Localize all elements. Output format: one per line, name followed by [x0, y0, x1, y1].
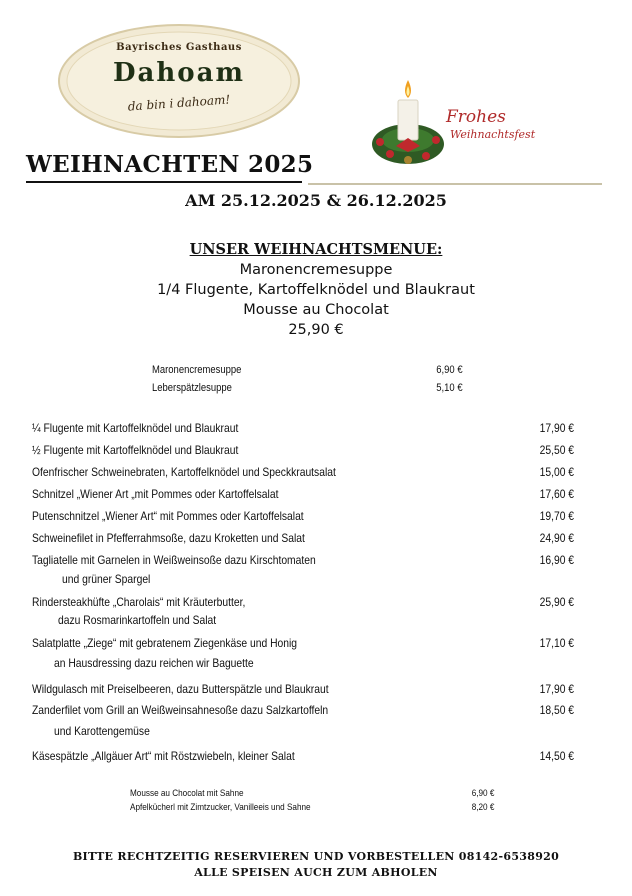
logo-top-line: Bayrisches Gasthaus — [116, 42, 242, 53]
advent-wreath-icon — [368, 74, 452, 170]
dish-name: Salatplatte „Ziege“ mit gebratenem Ziegenkäse und Honig — [32, 636, 298, 650]
dish-price: 17,90 € — [539, 421, 574, 435]
dish-name: ½ Flugente mit Kartoffelknödel und Blaukraut — [32, 443, 239, 457]
dessert-price: 8,20 € — [471, 802, 494, 813]
soup-price: 5,10 € — [436, 382, 463, 394]
dessert-name: Mousse au Chocolat mit Sahne — [130, 788, 244, 799]
dish-name: ¼ Flugente mit Kartoffelknödel und Blaukraut — [32, 421, 239, 435]
dish-name-continued: und grüner Spargel — [62, 572, 151, 586]
dish-name-continued: dazu Rosmarinkartoffeln und Salat — [58, 613, 217, 627]
dish-name-continued: an Hausdressing dazu reichen wir Baguette — [54, 656, 254, 670]
set-menu-course: Maronencremesuppe — [239, 262, 393, 278]
dish-price: 15,00 € — [539, 465, 574, 479]
reservation-note: BITTE RECHTZEITIG RESERVIEREN UND VORBESTELLEN 08142-6538920 — [72, 850, 560, 863]
dish-name: Tagliatelle mit Garnelen in Weißweinsoße dazu Kirschtomaten — [32, 553, 316, 567]
restaurant-logo — [56, 22, 302, 140]
set-menu-price: 25,90 € — [288, 322, 344, 338]
dish-price: 14,50 € — [539, 749, 574, 763]
set-menu-course: Mousse au Chocolat — [243, 302, 389, 318]
dish-name: Schnitzel „Wiener Art „mit Pommes oder Kartoffelsalat — [32, 487, 279, 501]
title-underline — [26, 181, 302, 183]
logo-tagline: da bin i dahoam! — [127, 92, 231, 114]
date-line: AM 25.12.2025 & 26.12.2025 — [185, 191, 447, 210]
dish-name-continued: und Karottengemüse — [54, 724, 150, 738]
dish-name: Zanderfilet vom Grill an Weißweinsahnesoße dazu Salzkartoffeln — [32, 703, 329, 717]
dessert-name: Apfelkücherl mit Zimtzucker, Vanilleeis und Sahne — [130, 802, 311, 813]
soup-name: Leberspätzlesuppe — [152, 382, 232, 394]
dish-price: 17,60 € — [539, 487, 574, 501]
dish-price: 17,10 € — [539, 636, 574, 650]
dish-price: 19,70 € — [539, 509, 574, 523]
dish-name: Käsespätzle „Allgäuer Art“ mit Röstzwiebeln, kleiner Salat — [32, 749, 295, 763]
dish-name: Putenschnitzel „Wiener Art“ mit Pommes oder Kartoffelsalat — [32, 509, 304, 523]
dish-name: Schweinefilet in Pfefferrahmsoße, dazu Kroketten und Salat — [32, 531, 305, 545]
christmas-greeting — [446, 108, 535, 144]
soup-name: Maronencremesuppe — [152, 364, 242, 376]
dish-price: 18,50 € — [539, 703, 574, 717]
page-title: WEIHNACHTEN 2025 — [26, 151, 314, 178]
soup-price: 6,90 € — [436, 364, 463, 376]
dish-price: 25,50 € — [539, 443, 574, 457]
greeting-line-1: Frohes — [446, 107, 506, 127]
dish-price: 16,90 € — [539, 553, 574, 567]
takeaway-note: ALLE SPEISEN AUCH ZUM ABHOLEN — [194, 866, 438, 879]
dish-price: 24,90 € — [539, 531, 574, 545]
dish-name: Ofenfrischer Schweinebraten, Kartoffelknödel und Speckkrautsalat — [32, 465, 336, 479]
dish-price: 17,90 € — [539, 682, 574, 696]
dish-price: 25,90 € — [539, 595, 574, 609]
set-menu-course: 1/4 Flugente, Kartoffelknödel und Blaukraut — [157, 282, 475, 298]
dish-name: Rindersteakhüfte „Charolais“ mit Kräuterbutter, — [32, 595, 246, 609]
dessert-price: 6,90 € — [471, 788, 494, 799]
dish-name: Wildgulasch mit Preiselbeeren, dazu Butterspätzle und Blaukraut — [32, 682, 329, 696]
header-divider — [308, 183, 602, 185]
set-menu-title: UNSER WEIHNACHTSMENUE: — [189, 241, 443, 258]
logo-name: Dahoam — [113, 58, 245, 88]
greeting-line-2: Weihnachtsfest — [450, 128, 536, 141]
